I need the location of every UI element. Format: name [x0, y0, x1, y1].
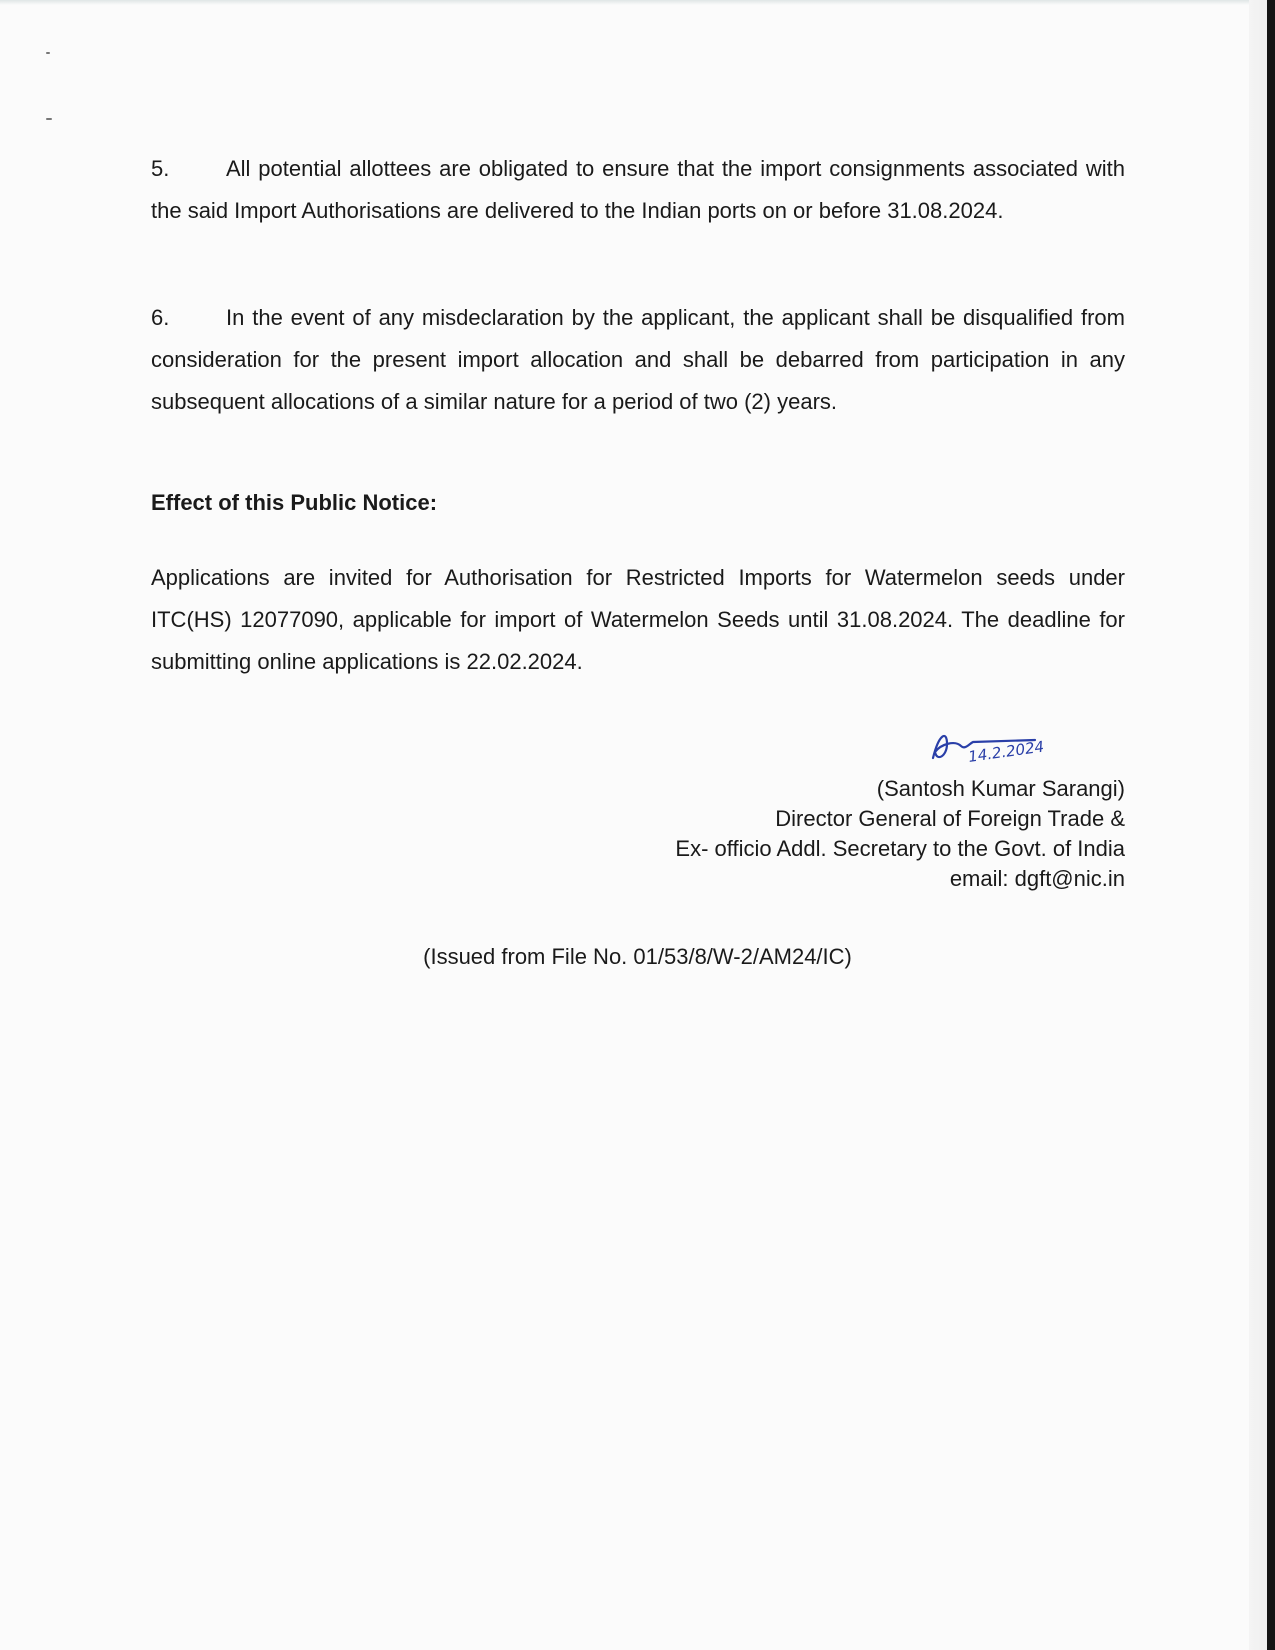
scan-border-bar [1249, 0, 1275, 1650]
paragraph-number: 5. [151, 156, 170, 181]
paragraph-number: 6. [151, 305, 170, 330]
paragraph-text: All potential allottees are obligated to ensure that the import consignments associated with the said Import Authorisations are delivered to the Indian ports on or before 31.08.2024. [151, 156, 1125, 223]
scan-speck [46, 118, 52, 120]
effect-paragraph: Applications are invited for Authorisation for Restricted Imports for Watermelon seeds under ITC(HS) 12077090, applicable for import of Watermelon Seeds until 31.08.2024. The deadline for submitting online applications is 22.02.2024. [151, 565, 1125, 674]
file-reference: (Issued from File No. 01/53/8/W-2/AM24/IC) [423, 944, 852, 969]
handwritten-signature [925, 722, 1095, 772]
effect-heading: Effect of this Public Notice: [151, 490, 438, 515]
signatory-title-1: Director General of Foreign Trade & [775, 806, 1125, 831]
signature-date: 14.2.2024 [967, 737, 1046, 766]
page-top-edge [0, 0, 1275, 5]
signatory-title-2: Ex- officio Addl. Secretary to the Govt. of India [675, 836, 1125, 861]
paragraph-text: In the event of any misdeclaration by the applicant, the applicant shall be disqualified from consideration for the present import allocation and shall be debarred from participation in any subsequent allocations of a similar nature for a period of two (2) years. [151, 305, 1125, 414]
paragraph-6 [151, 297, 1125, 423]
scan-speck [46, 52, 50, 54]
paragraph-5 [151, 148, 1125, 232]
signature-block [675, 774, 1125, 894]
signatory-email: email: dgft@nic.in [949, 866, 1125, 891]
signatory-name: (Santosh Kumar Sarangi) [876, 776, 1125, 801]
